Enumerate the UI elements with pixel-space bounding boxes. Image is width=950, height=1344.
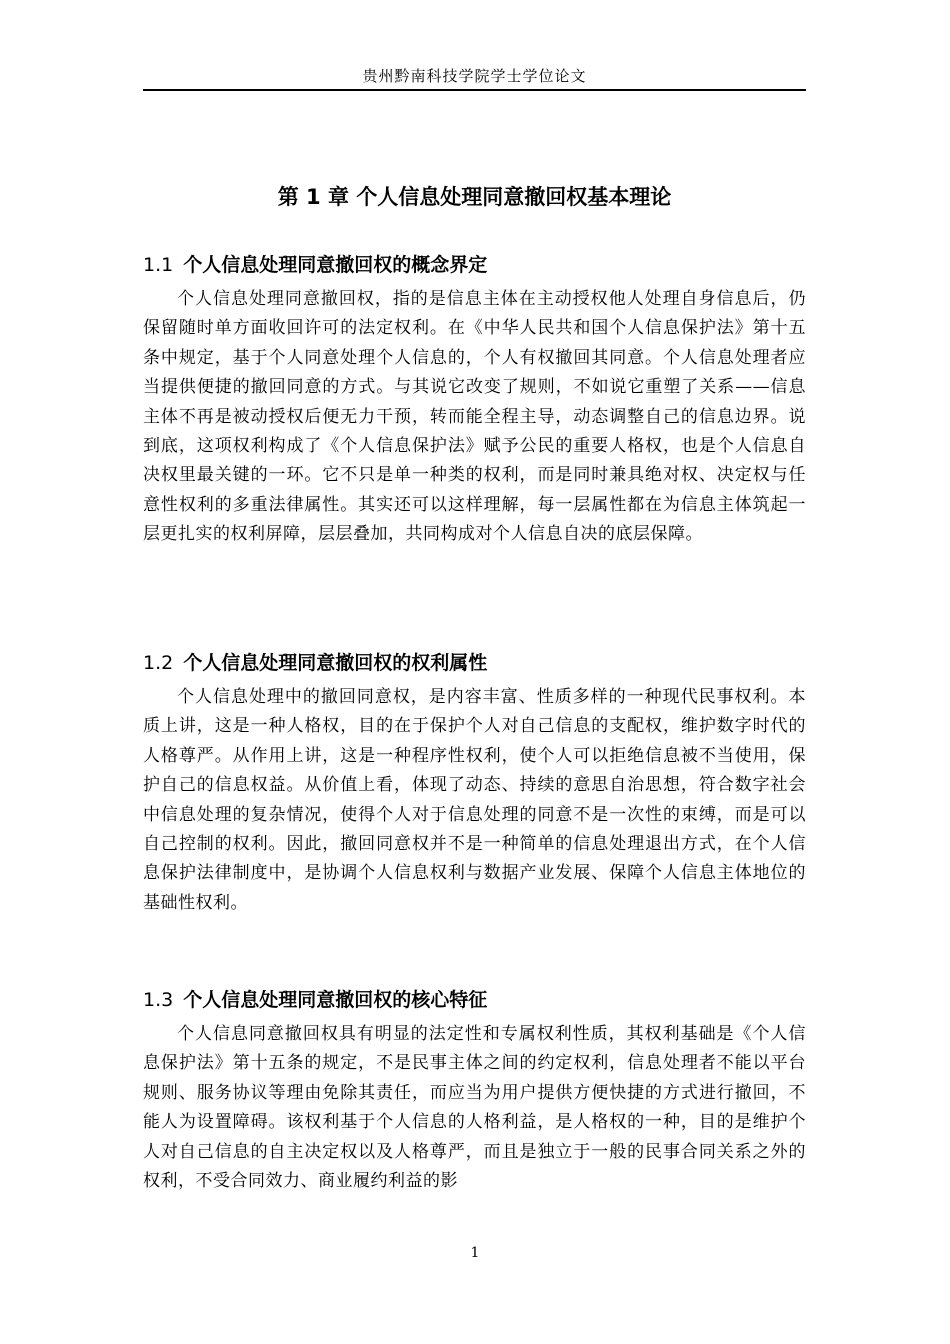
section-title: 个人信息处理同意撤回权的权利属性 (183, 652, 488, 674)
section-1-2 (143, 649, 806, 918)
section-number: 1.3 (143, 989, 174, 1011)
section-heading (143, 251, 806, 279)
section-paragraph: 个人信息处理同意撤回权，指的是信息主体在主动授权他人处理自身信息后，仍保留随时单方面收回许可的法定权利。在《中华人民共和国个人信息保护法》第十五条中规定，基于个人同意处理个人信息的，个人有权撤回其同意。个人信息处理者应当提供便捷的撤回同意的方式。与其说它改变了规则，不如说它重塑了关系——信息主体不再是被动授权后便无力干预，转而能全程主导，动态调整自己的信息边界。说到底，这项权利构成了《个人信息保护法》赋予公民的重要人格权，也是个人信息自决权里最关键的一环。它不只是单一种类的权利，而是同时兼具绝对权、决定权与任意性权利的多重法律属性。其实还可以这样理解，每一层属性都在为信息主体筑起一层更扎实的权利屏障，层层叠加，共同构成对个人信息自决的底层保障。 (143, 289, 806, 545)
page-number: 1 (470, 1245, 480, 1261)
chapter-title: 第 1 章 个人信息处理同意撤回权基本理论 (277, 185, 672, 209)
section-1-3 (143, 986, 806, 1196)
section-paragraph: 个人信息同意撤回权具有明显的法定性和专属权利性质，其权利基础是《个人信息保护法》第十五条的规定，不是民事主体之间的约定权利，信息处理者不能以平台规则、服务协议等理由免除其责任，而应当为用户提供方便快捷的方式进行撤回，不能人为设置障碍。该权利基于个人信息的人格利益，是人格权的一种，目的是维护个人对自己信息的自主决定权以及人格尊严，而且是独立于一般的民事合同关系之外的权利，不受合同效力、商业履约利益的影 (143, 1024, 806, 1192)
section-paragraph: 个人信息处理中的撤回同意权，是内容丰富、性质多样的一种现代民事权利。本质上讲，这是一种人格权，目的在于保护个人对自己信息的支配权，维护数字时代的人格尊严。从作用上讲，这是一种程序性权利，使个人可以拒绝信息被不当使用，保护自己的信息权益。从价值上看，体现了动态、持续的意思自治思想，符合数字社会中信息处理的复杂情况，使得个人对于信息处理的同意不是一次性的束缚，而是可以自己控制的权利。因此，撤回同意权并不是一种简单的信息处理退出方式，在个人信息保护法律制度中，是协调个人信息权利与数据产业发展、保障个人信息主体地位的基础性权利。 (143, 687, 806, 913)
section-title: 个人信息处理同意撤回权的核心特征 (183, 989, 488, 1011)
section-number: 1.1 (143, 254, 174, 276)
section-title: 个人信息处理同意撤回权的概念界定 (183, 254, 488, 276)
section-number: 1.2 (143, 652, 174, 674)
section-1-1 (143, 251, 806, 550)
section-heading (143, 649, 806, 677)
section-heading (143, 986, 806, 1014)
running-header: 贵州黔南科技学院学士学位论文 (362, 67, 587, 85)
header-divider (143, 89, 806, 91)
